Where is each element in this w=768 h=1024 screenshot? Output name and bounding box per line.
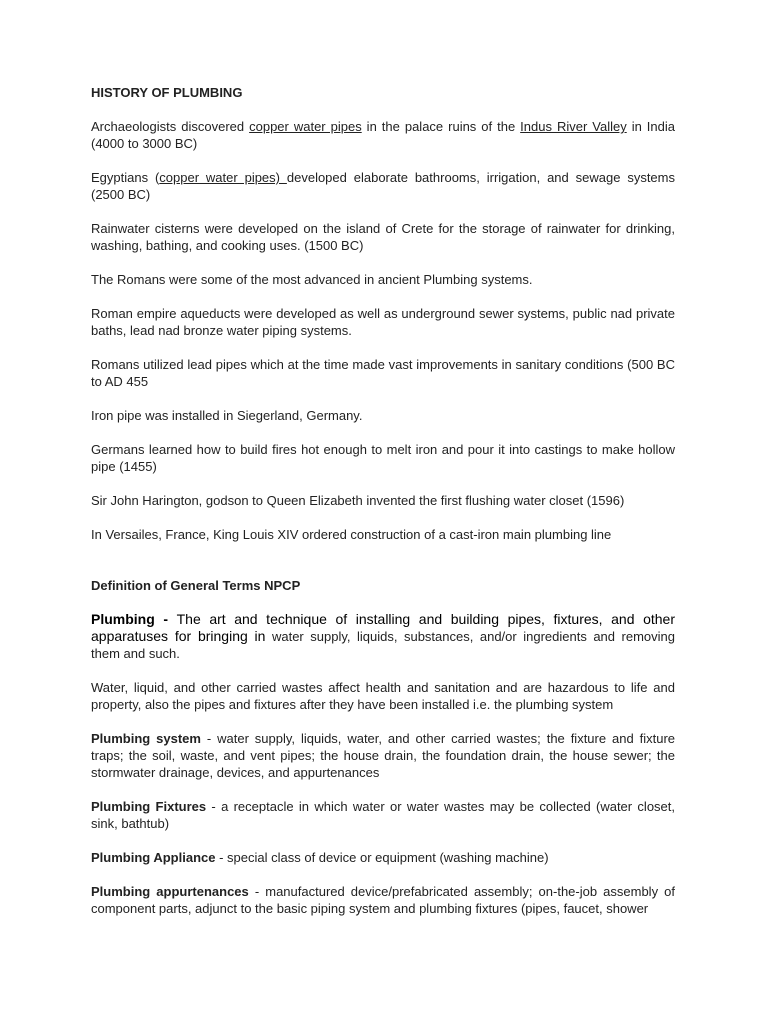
paragraph-romans: The Romans were some of the most advanced in ancient Plumbing systems.: [91, 272, 533, 287]
text-segment: Egyptians (: [91, 170, 160, 185]
definition-text-large: The art and technique of installing and building pipes, fixtures, and other apparatuses for bringing in: [91, 611, 675, 644]
paragraph-wastes: Water, liquid, and other carried wastes affect health and sanitation and are hazardous to life and property, also the pipes and fixtures after they have been installed i.e. the plumbing system: [91, 680, 675, 712]
term-plumbing-fixtures: Plumbing Fixtures: [91, 799, 207, 814]
paragraph-aqueducts: Roman empire aqueducts were developed as well as underground sewer systems, public nad private baths, lead nad bronze water piping systems.: [91, 306, 675, 338]
paragraph-crete: Rainwater cisterns were developed on the island of Crete for the storage of rainwater for drinking, washing, bathing, and cooking uses. (1500 BC): [91, 221, 675, 253]
document-page: [91, 84, 675, 934]
section-title: Definition of General Terms NPCP: [91, 578, 301, 593]
paragraph-versailes: In Versailes, France, King Louis XIV ordered construction of a cast-iron main plumbing line: [91, 527, 612, 542]
term-plumbing-appurtenances: Plumbing appurtenances: [91, 884, 249, 899]
text-segment: developed elaborate bathrooms, irrigation, and sewage systems (2500 BC): [91, 170, 675, 202]
definition-plumbing: [91, 611, 675, 662]
text-segment: in the palace ruins of the: [361, 119, 521, 134]
definition-text: water supply, liquids, substances, and/or ingredients and removing them and such.: [91, 629, 675, 661]
paragraph-lead-pipes: Romans utilized lead pipes which at the time made vast improvements in sanitary conditions (500 BC to AD 455: [91, 357, 675, 389]
term-plumbing: Plumbing -: [91, 611, 177, 627]
paragraph-indus: [91, 118, 675, 152]
definition-plumbing-system: [91, 730, 675, 781]
paragraph-germans: Germans learned how to build fires hot enough to melt iron and pour it into castings to make hollow pipe (1455): [91, 442, 675, 474]
text-segment: in India (4000 to 3000 BC): [91, 119, 675, 151]
term-plumbing-appliance: Plumbing Appliance: [91, 850, 216, 865]
link-copper-water-pipes[interactable]: copper water pipes: [249, 119, 362, 134]
paragraph-harington: Sir John Harington, godson to Queen Elizabeth invented the first flushing water closet (1596): [91, 493, 625, 508]
definition-plumbing-appliance: [91, 849, 675, 866]
document-title: HISTORY OF PLUMBING: [91, 85, 243, 100]
definition-plumbing-fixtures: [91, 798, 675, 832]
definition-plumbing-appurtenances: [91, 883, 675, 917]
paragraph-egyptians: [91, 169, 675, 203]
link-copper-water-pipes-2[interactable]: copper water pipes): [159, 170, 287, 185]
term-plumbing-system: Plumbing system: [91, 731, 201, 746]
paragraph-iron-pipe: Iron pipe was installed in Siegerland, Germany.: [91, 408, 363, 423]
definition-text: - special class of device or equipment (washing machine): [215, 850, 549, 865]
link-indus-river-valley[interactable]: Indus River Valley: [520, 119, 627, 134]
text-segment: Archaeologists discovered: [91, 119, 250, 134]
definition-text: - a receptacle in which water or water wastes may be collected (water closet, sink, bathtub): [91, 799, 675, 831]
definition-text: - water supply, liquids, water, and other carried wastes; the fixture and fixture traps; the soil, waste, and vent pipes; the house drain, the foundation drain, the house sewer; the stormwater drainage, devices, and appurtenances: [91, 731, 676, 780]
definition-text: - manufactured device/prefabricated assembly; on-the-job assembly of component parts, adjunct to the basic piping system and plumbing fixtures (pipes, faucet, shower: [91, 884, 675, 916]
